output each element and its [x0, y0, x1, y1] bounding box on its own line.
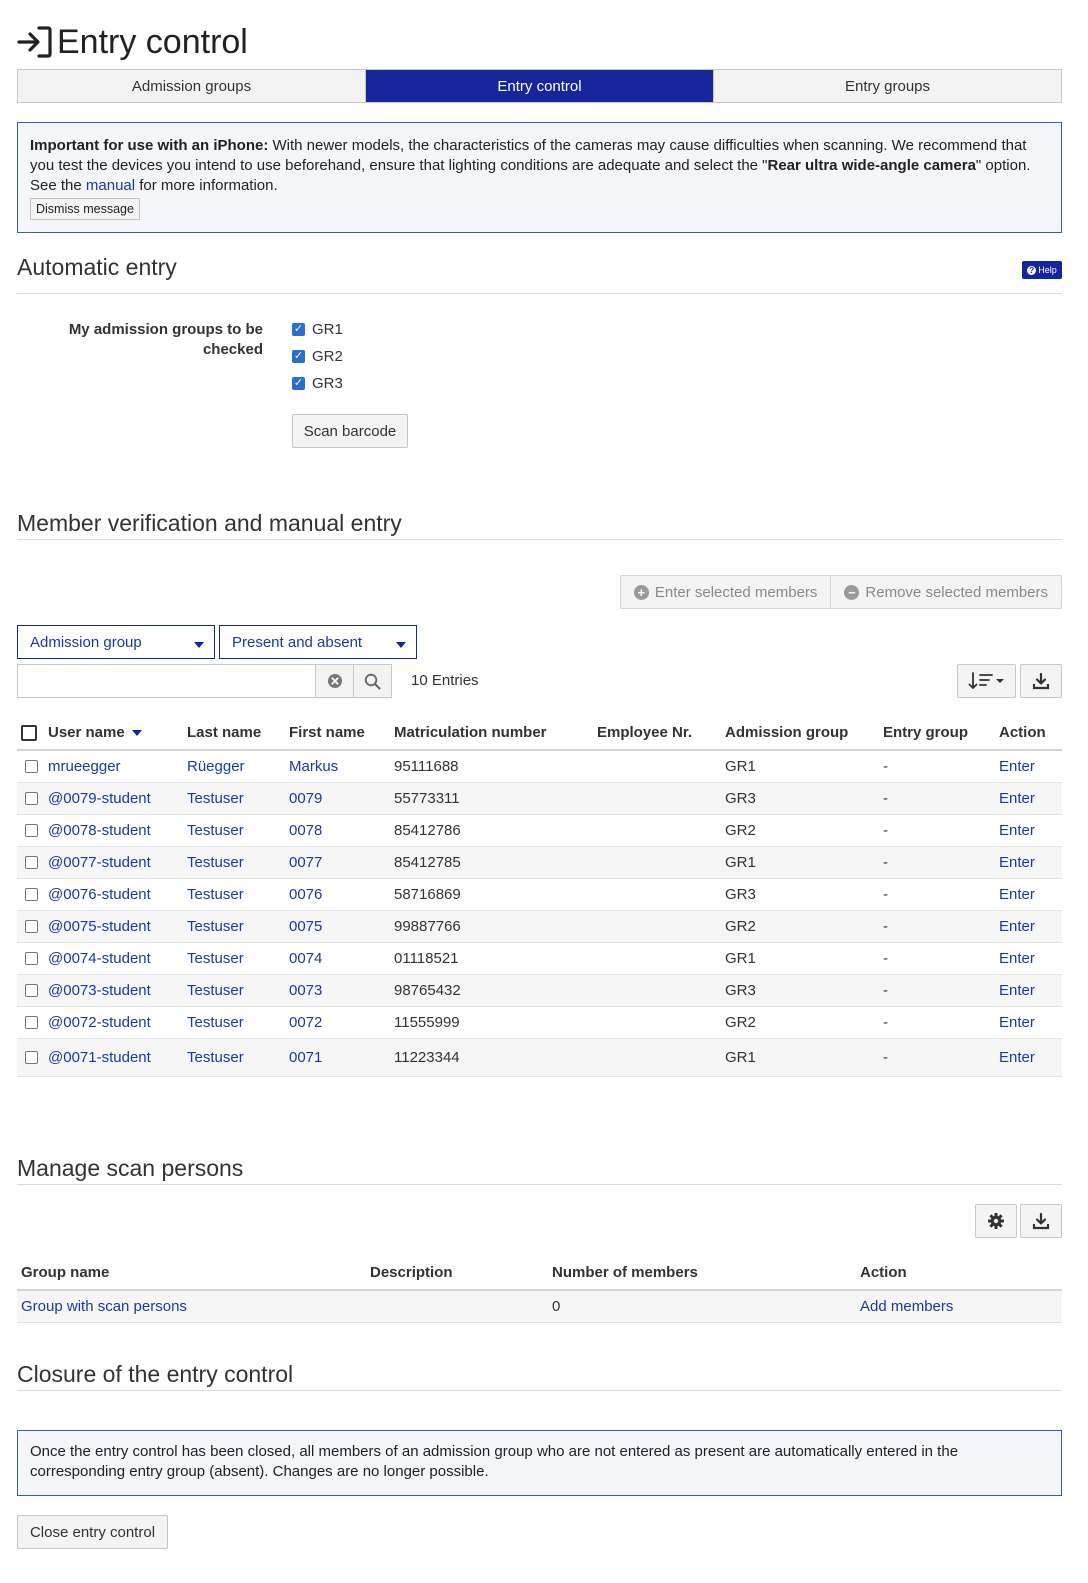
minus-circle-icon: − [844, 585, 859, 600]
user-name-link[interactable]: @0072-student [48, 1013, 151, 1031]
admission-group-cell: GR3 [721, 878, 879, 910]
section-divider [17, 1390, 1062, 1391]
notice-see-line [30, 176, 1049, 196]
action-cell [995, 1006, 1062, 1038]
row-select-cell [17, 974, 44, 1006]
tab-admission-groups[interactable]: Admission groups [18, 70, 366, 102]
caret-down-icon [396, 642, 406, 648]
action-cell [995, 942, 1062, 974]
gear-icon [987, 1212, 1005, 1230]
enter-link[interactable]: Enter [999, 917, 1035, 935]
matriculation-cell: 98765432 [390, 974, 593, 1006]
close-entry-control-button[interactable]: Close entry control [17, 1515, 168, 1549]
closure-notice [17, 1430, 1062, 1496]
last-name-link[interactable]: Testuser [187, 853, 244, 871]
row-checkbox[interactable] [25, 792, 38, 805]
employee-nr-cell [593, 1006, 721, 1038]
closure-title: Closure of the entry control [17, 1361, 294, 1387]
group-name-cell [17, 1290, 366, 1322]
enter-link[interactable]: Enter [999, 1048, 1035, 1066]
row-checkbox[interactable] [25, 760, 38, 773]
member-count-cell: 0 [548, 1290, 856, 1322]
action-cell [995, 878, 1062, 910]
manual-link[interactable]: manual [85, 177, 136, 194]
caret-down-icon [194, 642, 204, 648]
scan-persons-header-row [17, 1256, 1062, 1290]
action-cell [995, 750, 1062, 782]
last-name-cell [183, 1006, 285, 1038]
first-name-link[interactable]: 0075 [289, 917, 323, 935]
admission-group-cell: GR3 [721, 782, 879, 814]
last-name-link[interactable]: Testuser [187, 949, 244, 967]
employee-nr-cell [593, 974, 721, 1006]
row-checkbox[interactable] [25, 1051, 38, 1064]
admission-group-cell: GR2 [721, 910, 879, 942]
notice-text [30, 136, 1049, 176]
matriculation-cell: 11223344 [390, 1038, 593, 1076]
first-name-link[interactable]: 0072 [289, 1013, 323, 1031]
admission-group-cell: GR2 [721, 1006, 879, 1038]
page-title [17, 22, 248, 62]
entry-group-cell: - [879, 846, 995, 878]
last-name-cell [183, 814, 285, 846]
admission-group-filter-value: Admission group [30, 633, 142, 651]
select-all-cell [17, 716, 44, 750]
entry-group-cell: - [879, 878, 995, 910]
bulk-actions [620, 575, 1062, 609]
section-divider [17, 539, 1062, 540]
matriculation-cell: 85412785 [390, 846, 593, 878]
user-name-link[interactable]: @0077-student [48, 853, 151, 871]
first-name-cell [285, 910, 390, 942]
admission-group-filter[interactable] [17, 625, 215, 659]
row-select-cell [17, 1006, 44, 1038]
last-name-cell [183, 782, 285, 814]
table-row [17, 1290, 1062, 1322]
action-cell [995, 814, 1062, 846]
notice-see-prefix: See the [30, 177, 86, 194]
user-name-cell [44, 942, 183, 974]
last-name-cell [183, 750, 285, 782]
enter-link[interactable]: Enter [999, 949, 1035, 967]
closure-text: Once the entry control has been closed, all members of an admission group who are not entered as present are automatically entered in the corresponding entry group (absent). Changes are no longer possible. [30, 1443, 959, 1480]
notice-bold-option: Rear ultra wide-angle camera [767, 157, 976, 174]
col-last-name[interactable]: Last name [183, 716, 285, 750]
last-name-cell [183, 846, 285, 878]
notice-see-suffix: for more information. [135, 177, 278, 194]
col-matriculation[interactable]: Matriculation number [390, 716, 593, 750]
row-checkbox[interactable] [25, 920, 38, 933]
scan-barcode-button[interactable]: Scan barcode [292, 414, 408, 448]
first-name-link[interactable]: 0074 [289, 949, 323, 967]
group-name-link[interactable]: Group with scan persons [21, 1297, 187, 1315]
row-select-cell [17, 814, 44, 846]
row-select-cell [17, 846, 44, 878]
first-name-cell [285, 878, 390, 910]
first-name-cell [285, 942, 390, 974]
first-name-link[interactable]: 0076 [289, 885, 323, 903]
group-label: GR1 [312, 321, 343, 338]
first-name-link[interactable]: 0078 [289, 821, 323, 839]
user-name-link[interactable]: @0079-student [48, 789, 151, 807]
checkbox-checked-icon[interactable]: ✓ [293, 323, 304, 335]
search-button[interactable] [353, 665, 391, 697]
matriculation-cell: 58716869 [390, 878, 593, 910]
entry-group-cell: - [879, 1038, 995, 1076]
search-input[interactable] [18, 665, 315, 697]
enter-link[interactable]: Enter [999, 757, 1035, 775]
presence-filter-value: Present and absent [232, 633, 363, 651]
user-name-cell [44, 1038, 183, 1076]
export-scan-persons-button[interactable] [1020, 1204, 1062, 1238]
last-name-link[interactable]: Testuser [187, 1048, 244, 1066]
scan-persons-table [17, 1256, 1062, 1323]
user-name-link[interactable]: mrueegger [48, 757, 121, 775]
last-name-link[interactable]: Testuser [187, 981, 244, 999]
user-name-cell [44, 750, 183, 782]
sort-desc-icon [132, 730, 142, 736]
scan-persons-title: Manage scan persons [17, 1155, 244, 1181]
user-name-link[interactable]: @0075-student [48, 917, 151, 935]
user-name-link[interactable]: @0074-student [48, 949, 151, 967]
admission-groups-label: My admission groups to be checked [68, 321, 263, 358]
admission-group-cell: GR1 [721, 942, 879, 974]
section-divider [17, 293, 1062, 294]
col-action: Action [995, 716, 1062, 750]
employee-nr-cell [593, 846, 721, 878]
first-name-cell [285, 750, 390, 782]
first-name-cell [285, 782, 390, 814]
enter-link[interactable]: Enter [999, 1013, 1035, 1031]
action-cell [995, 910, 1062, 942]
automatic-entry-title: Automatic entry [17, 254, 177, 280]
row-select-cell [17, 910, 44, 942]
row-checkbox[interactable] [25, 888, 38, 901]
first-name-link[interactable]: 0077 [289, 853, 323, 871]
notice-text2: " option. [975, 157, 1031, 174]
first-name-link[interactable]: 0071 [289, 1048, 323, 1066]
first-name-cell [285, 846, 390, 878]
tab-entry-groups[interactable]: Entry groups [714, 70, 1061, 102]
entry-group-cell: - [879, 1006, 995, 1038]
table-row [17, 782, 1062, 814]
user-name-link[interactable]: @0076-student [48, 885, 151, 903]
action-cell [856, 1290, 1062, 1322]
remove-selected-label: Remove selected members [865, 583, 1048, 601]
row-select-cell [17, 878, 44, 910]
first-name-cell [285, 1038, 390, 1076]
employee-nr-cell [593, 814, 721, 846]
row-checkbox[interactable] [25, 952, 38, 965]
row-checkbox[interactable] [25, 856, 38, 869]
col-description: Description [366, 1256, 548, 1290]
tab-entry-control[interactable]: Entry control [366, 70, 714, 102]
members-header-row [17, 716, 1062, 750]
export-members-button[interactable] [1020, 664, 1062, 698]
first-name-cell [285, 974, 390, 1006]
enter-link[interactable]: Enter [999, 885, 1035, 903]
user-name-link[interactable]: @0071-student [48, 1048, 151, 1066]
col-admission-group[interactable]: Admission group [721, 716, 879, 750]
first-name-link[interactable]: 0073 [289, 981, 323, 999]
last-name-link[interactable]: Testuser [187, 1013, 244, 1031]
last-name-cell [183, 942, 285, 974]
members-body [17, 750, 1062, 1076]
plus-circle-icon: + [634, 585, 649, 600]
enter-link[interactable]: Enter [999, 821, 1035, 839]
row-select-cell [17, 750, 44, 782]
group-checkbox-gr1[interactable] [292, 321, 343, 338]
admission-group-cell: GR1 [721, 750, 879, 782]
first-name-link[interactable]: 0079 [289, 789, 323, 807]
group-label: GR3 [312, 375, 343, 392]
col-entry-group[interactable]: Entry group [879, 716, 995, 750]
table-row [17, 878, 1062, 910]
page-title-text: Entry control [57, 22, 248, 61]
col-user-name[interactable] [44, 716, 183, 750]
row-select-cell [17, 942, 44, 974]
admission-group-cell: GR3 [721, 974, 879, 1006]
table-row [17, 750, 1062, 782]
entry-group-cell: - [879, 974, 995, 1006]
col-group-name: Group name [17, 1256, 366, 1290]
first-name-link[interactable]: Markus [289, 757, 339, 775]
remove-selected-button[interactable] [831, 576, 1061, 608]
user-name-cell [44, 1006, 183, 1038]
table-row [17, 942, 1062, 974]
table-row [17, 814, 1062, 846]
matriculation-cell: 95111688 [390, 750, 593, 782]
admission-group-cell: GR1 [721, 1038, 879, 1076]
iphone-notice [17, 122, 1062, 233]
enter-link[interactable]: Enter [999, 853, 1035, 871]
table-row [17, 974, 1062, 1006]
notice-bold-prefix: Important for use with an iPhone: [30, 137, 269, 154]
help-label: Help [1038, 265, 1057, 275]
entry-group-cell: - [879, 750, 995, 782]
row-select-cell [17, 1038, 44, 1076]
row-checkbox[interactable] [25, 1016, 38, 1029]
notice-text1: With newer models, the characteristics of the cameras may cause difficulties when scanning. We recommend that you test the devices you intend to use beforehand, ensure that lighting conditions are adequate and select the " [30, 137, 1027, 174]
last-name-cell [183, 974, 285, 1006]
entry-group-cell: - [879, 782, 995, 814]
group-checkbox-gr3[interactable] [292, 375, 343, 392]
enter-selected-button[interactable] [621, 576, 832, 608]
entries-count: 10 Entries [411, 672, 479, 689]
user-name-cell [44, 782, 183, 814]
enter-link[interactable]: Enter [999, 789, 1035, 807]
col-employee-nr[interactable]: Employee Nr. [593, 716, 721, 750]
last-name-link[interactable]: Rüegger [187, 757, 245, 775]
help-button[interactable] [1022, 261, 1062, 279]
admission-group-cell: GR1 [721, 846, 879, 878]
dismiss-message-button[interactable]: Dismiss message [30, 198, 140, 220]
matriculation-cell: 99887766 [390, 910, 593, 942]
table-row [17, 1006, 1062, 1038]
user-name-cell [44, 846, 183, 878]
admission-group-cell: GR2 [721, 814, 879, 846]
help-icon: ? [1027, 266, 1036, 275]
presence-filter[interactable] [219, 625, 417, 659]
search-icon [364, 673, 381, 690]
clear-search-button[interactable] [315, 665, 353, 697]
settings-button[interactable] [975, 1204, 1017, 1238]
user-name-cell [44, 910, 183, 942]
user-name-link[interactable]: @0078-student [48, 821, 151, 839]
col-number-of-members: Number of members [548, 1256, 856, 1290]
employee-nr-cell [593, 910, 721, 942]
first-name-cell [285, 814, 390, 846]
table-row [17, 846, 1062, 878]
row-select-cell [17, 782, 44, 814]
enter-selected-label: Enter selected members [654, 583, 818, 601]
table-row [17, 1038, 1062, 1076]
add-members-link[interactable]: Add members [860, 1297, 954, 1315]
user-name-cell [44, 878, 183, 910]
select-all-checkbox[interactable] [21, 725, 37, 741]
user-name-cell [44, 814, 183, 846]
checkbox-checked-icon[interactable]: ✓ [293, 350, 304, 362]
tab-bar [17, 69, 1062, 103]
enter-link[interactable]: Enter [999, 981, 1035, 999]
checkbox-checked-icon[interactable]: ✓ [293, 377, 304, 389]
matriculation-cell: 85412786 [390, 814, 593, 846]
members-table [17, 716, 1062, 1077]
row-checkbox[interactable] [25, 984, 38, 997]
action-cell [995, 782, 1062, 814]
matriculation-cell: 11555999 [390, 1006, 593, 1038]
col-action: Action [856, 1256, 1062, 1290]
description-cell [366, 1290, 548, 1322]
group-label: GR2 [312, 348, 343, 365]
row-checkbox[interactable] [25, 824, 38, 837]
last-name-link[interactable]: Testuser [187, 917, 244, 935]
clear-icon [327, 673, 343, 689]
employee-nr-cell [593, 1038, 721, 1076]
action-cell [995, 1038, 1062, 1076]
sort-menu-button[interactable] [957, 664, 1016, 698]
verification-title: Member verification and manual entry [17, 510, 402, 536]
last-name-link[interactable]: Testuser [187, 821, 244, 839]
last-name-link[interactable]: Testuser [187, 885, 244, 903]
first-name-cell [285, 1006, 390, 1038]
download-icon [1032, 672, 1050, 690]
download-icon [1032, 1212, 1050, 1230]
entry-group-cell: - [879, 942, 995, 974]
entry-group-cell: - [879, 910, 995, 942]
matriculation-cell: 01118521 [390, 942, 593, 974]
matriculation-cell: 55773311 [390, 782, 593, 814]
employee-nr-cell [593, 942, 721, 974]
employee-nr-cell [593, 782, 721, 814]
action-cell [995, 974, 1062, 1006]
col-first-name[interactable]: First name [285, 716, 390, 750]
action-cell [995, 846, 1062, 878]
last-name-cell [183, 878, 285, 910]
member-search [17, 664, 392, 698]
group-checkbox-gr2[interactable] [292, 348, 343, 365]
user-name-link[interactable]: @0073-student [48, 981, 151, 999]
sign-in-icon [17, 25, 53, 59]
col-user-name-label: User name [48, 724, 125, 741]
sort-icon [968, 671, 1006, 691]
table-row [17, 910, 1062, 942]
last-name-cell [183, 910, 285, 942]
section-divider [17, 1184, 1062, 1185]
employee-nr-cell [593, 750, 721, 782]
user-name-cell [44, 974, 183, 1006]
employee-nr-cell [593, 878, 721, 910]
entry-group-cell: - [879, 814, 995, 846]
last-name-link[interactable]: Testuser [187, 789, 244, 807]
last-name-cell [183, 1038, 285, 1076]
